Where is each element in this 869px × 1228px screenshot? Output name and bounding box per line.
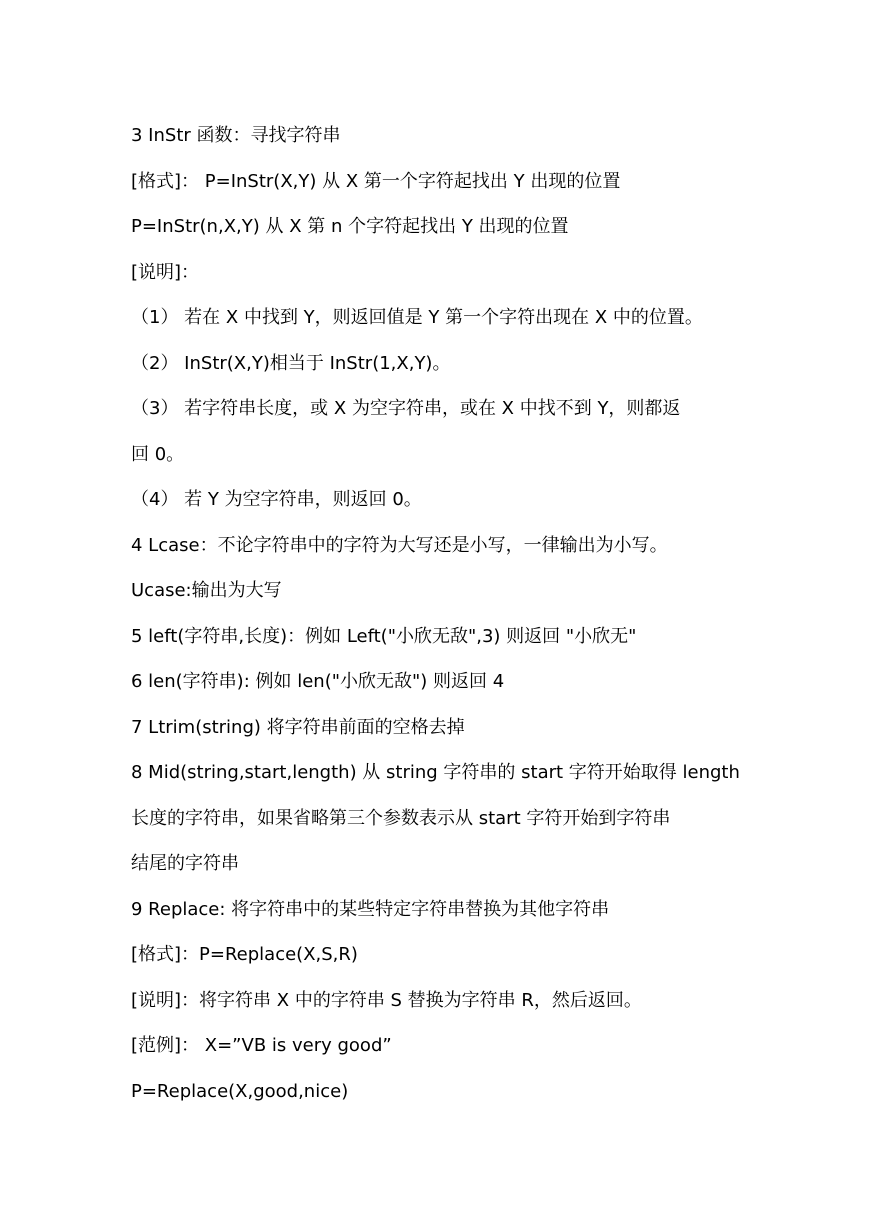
instr-note-2: （2） InStr(X,Y)相当于 InStr(1,X,Y)。	[131, 352, 451, 374]
section-9-replace: 9 Replace: 将字符串中的某些特定字符串替换为其他字符串	[131, 898, 610, 920]
document-body	[131, 113, 751, 1114]
section-7-ltrim: 7 Ltrim(string) 将字符串前面的空格去掉	[131, 716, 465, 738]
instr-format-line-2: P=InStr(n,X,Y) 从 X 第 n 个字符起找出 Y 出现的位置	[131, 216, 569, 237]
instr-note-3-continued: 回 0。	[131, 443, 185, 465]
instr-note-4: （4） 若 Y 为空字符串，则返回 0。	[131, 489, 422, 510]
section-5-left: 5 left(字符串,长度)：例如 Left("小欣无敌",3) 则返回 "小欣无"	[131, 625, 637, 647]
replace-notes-line: [说明]：将字符串 X 中的字符串 S 替换为字符串 R，然后返回。	[131, 989, 642, 1011]
section-6-len: 6 len(字符串): 例如 len("小欣无敌") 则返回 4	[131, 671, 505, 692]
section-8-mid: 8 Mid(string,start,length) 从 string 字符串的 start 字符开始取得 length	[131, 762, 740, 783]
section-3-heading: 3 InStr 函数：寻找字符串	[131, 125, 341, 146]
ucase-line: Ucase:输出为大写	[131, 580, 282, 601]
instr-format-line: [格式]： P=InStr(X,Y) 从 X 第一个字符起找出 Y 出现的位置	[131, 170, 621, 192]
instr-note-3: （3） 若字符串长度，或 X 为空字符串，或在 X 中找不到 Y，则都返	[131, 398, 681, 419]
section-8-mid-continued: 长度的字符串，如果省略第三个参数表示从 start 字符开始到字符串	[131, 807, 671, 829]
section-4-lcase: 4 Lcase：不论字符串中的字符为大写还是小写，一律输出为小写。	[131, 534, 668, 556]
replace-example-line-2: P=Replace(X,good,nice)	[131, 1080, 349, 1102]
replace-format-line: [格式]：P=Replace(X,S,R)	[131, 944, 358, 965]
instr-notes-label: [说明]：	[131, 261, 200, 283]
section-8-mid-continued-2: 结尾的字符串	[131, 853, 239, 874]
instr-note-1: （1） 若在 X 中找到 Y，则返回值是 Y 第一个字符出现在 X 中的位置。	[131, 307, 703, 328]
replace-example-line: [范例]： X=”VB is very good”	[131, 1035, 392, 1056]
